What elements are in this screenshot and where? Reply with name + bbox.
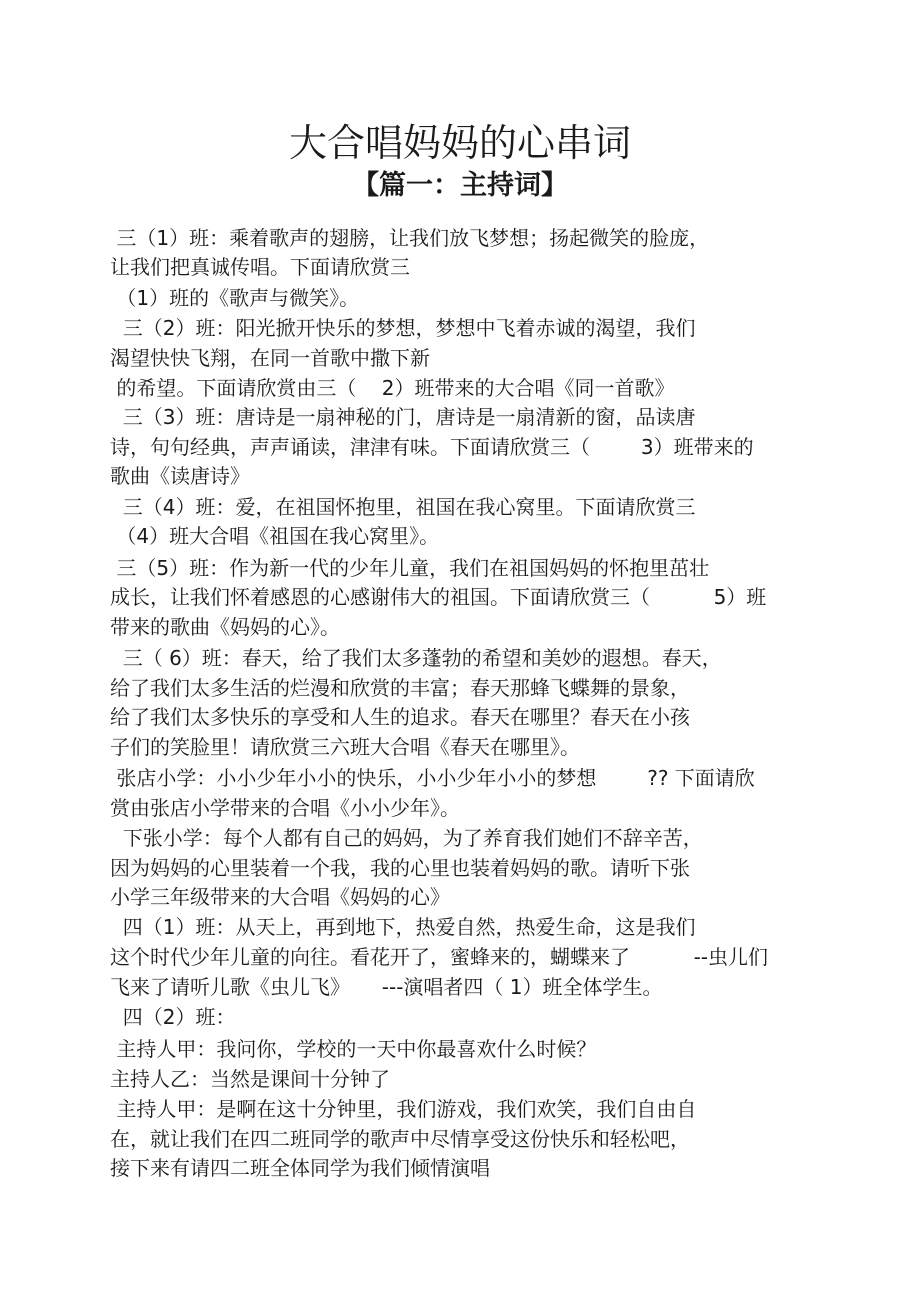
body-line: 三（1）班：乘着歌声的翅膀，让我们放飞梦想；扬起微笑的脸庞，	[110, 226, 710, 250]
body-line: 张店小学：小小少年小小的快乐，小小少年小小的梦想 ?? 下面请欣	[110, 766, 755, 790]
body-line: 四（2）班：	[110, 1005, 236, 1029]
body-line: 小学三年级带来的大合唱《妈妈的心》	[110, 885, 450, 909]
body-line: 接下来有请四二班全体同学为我们倾情演唱	[110, 1156, 490, 1180]
body-line: 三（3）班：唐诗是一扇神秘的门，唐诗是一扇清新的窗，品读唐	[110, 405, 696, 429]
body-line: 因为妈妈的心里装着一个我，我的心里也装着妈妈的歌。请听下张	[110, 856, 690, 880]
body-line: 四（1）班：从天上，再到地下，热爱自然，热爱生命，这是我们	[110, 915, 696, 939]
body-line: 在，就让我们在四二班同学的歌声中尽情享受这份快乐和轻松吧，	[110, 1127, 690, 1151]
body-line: 子们的笑脸里！请欣赏三六班大合唱《春天在哪里》。	[110, 735, 580, 759]
body-line: 渴望快快飞翔，在同一首歌中撒下新	[110, 346, 430, 370]
body-line: 这个时代少年儿童的向往。看花开了，蜜蜂来的，蝴蝶来了 --虫儿们	[110, 945, 769, 969]
body-line: 主持人乙：当然是课间十分钟了	[110, 1067, 390, 1091]
body-line: 给了我们太多生活的烂漫和欣赏的丰富；春天那蜂飞蝶舞的景象，	[110, 676, 690, 700]
body-line: （4）班大合唱《祖国在我心窝里》。	[110, 524, 440, 548]
document-subtitle: 【篇一：主持词】	[352, 170, 568, 201]
body-line: 三（5）班：作为新一代的少年儿童，我们在祖国妈妈的怀抱里茁壮	[110, 556, 710, 580]
body-line: 赏由张店小学带来的合唱《小小少年》。	[110, 796, 460, 820]
body-line: 三（4）班：爱，在祖国怀抱里，祖国在我心窝里。下面请欣赏三	[110, 495, 696, 519]
body-line: 诗，句句经典，声声诵读，津津有味。下面请欣赏三（ 3）班带来的	[110, 435, 754, 459]
body-line: 成长，让我们怀着感恩的心感谢伟大的祖国。下面请欣赏三（ 5）班	[110, 585, 767, 609]
body-line: 歌曲《读唐诗》	[110, 464, 250, 488]
body-line: 主持人甲：是啊在这十分钟里，我们游戏，我们欢笑，我们自由自	[110, 1097, 697, 1121]
document-title: 大合唱妈妈的心串词	[288, 121, 631, 165]
body-line: 三（ 6）班：春天，给了我们太多蓬勃的希望和美妙的遐想。春天，	[110, 646, 722, 670]
body-line: 三（2）班：阳光掀开快乐的梦想，梦想中飞着赤诚的渴望，我们	[110, 316, 696, 340]
body-line: 飞来了请听儿歌《虫儿飞》 ---演唱者四（ 1）班全体学生。	[110, 975, 663, 999]
body-line: 让我们把真诚传唱。下面请欣赏三	[110, 255, 410, 279]
body-line: 给了我们太多快乐的享受和人生的追求。春天在哪里？春天在小孩	[110, 705, 690, 729]
body-line: 主持人甲：我问你，学校的一天中你最喜欢什么时候？	[110, 1037, 597, 1061]
body-line: 的希望。下面请欣赏由三（ 2）班带来的大合唱《同一首歌》	[110, 376, 675, 400]
body-line: 下张小学：每个人都有自己的妈妈，为了养育我们她们不辞辛苦，	[110, 826, 703, 850]
body-line: （1）班的《歌声与微笑》。	[110, 286, 360, 310]
body-line: 带来的歌曲《妈妈的心》。	[110, 615, 340, 639]
